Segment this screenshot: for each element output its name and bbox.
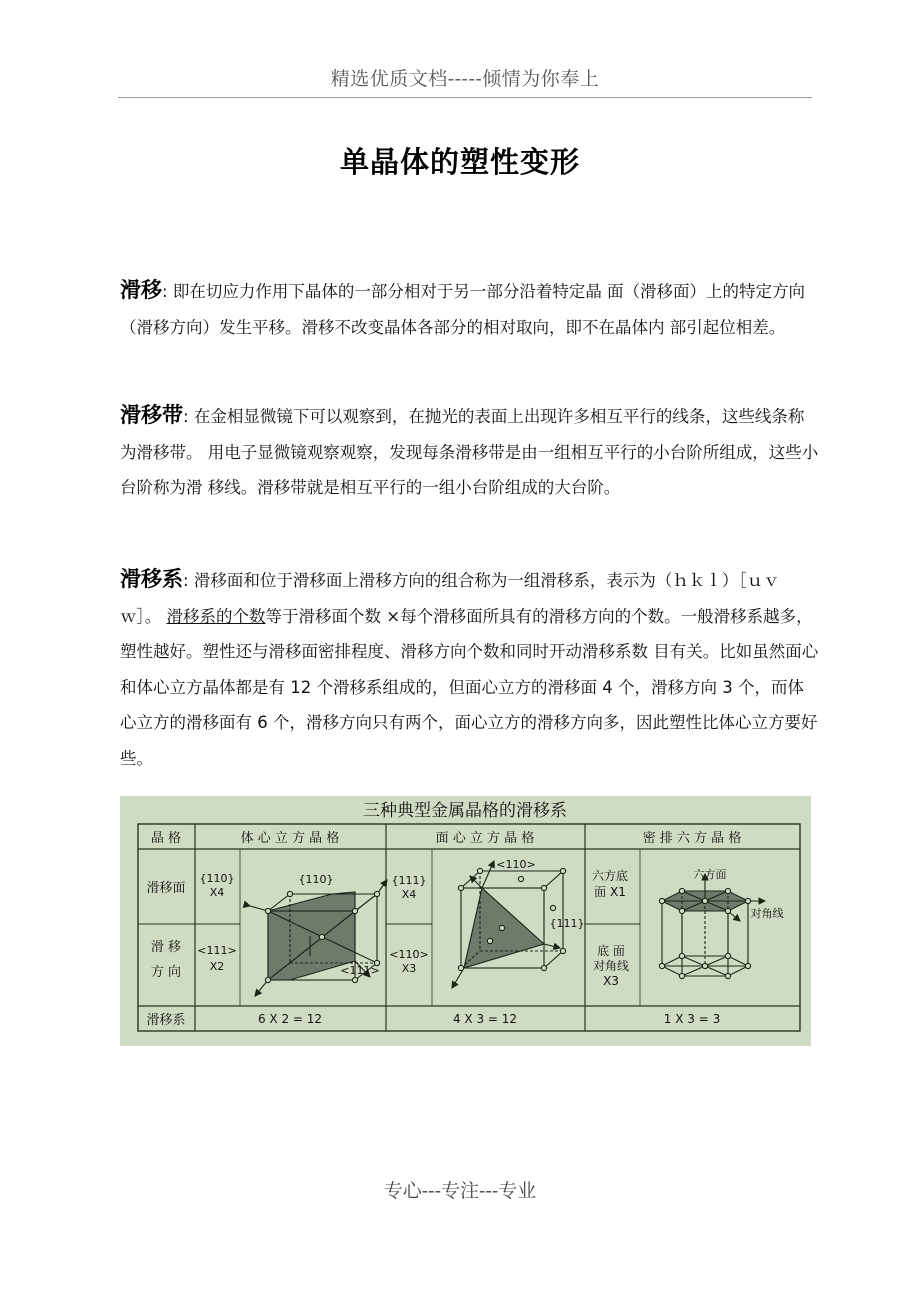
term-separator: : <box>183 407 189 426</box>
fcc-dir-count: X3 <box>401 962 417 975</box>
header-slip-direction: 滑 移 <box>150 940 182 955</box>
hcp-dir-annotation: 对角线 <box>750 907 784 920</box>
header-divider <box>118 97 812 98</box>
hcp-prism-diagram <box>659 874 765 979</box>
figure-title: 三种典型金属晶格的滑移系 <box>363 801 567 821</box>
hcp-plane-label: 六方底 <box>591 869 629 883</box>
bcc-dir-count: X2 <box>209 960 225 973</box>
bcc-slip-system-count: 6 X 2 = 12 <box>257 1012 323 1026</box>
column-hcp: 密 排 六 方 晶 格 <box>642 831 742 846</box>
hcp-slip-system-count: 1 X 3 = 3 <box>663 1012 721 1026</box>
column-bcc: 体 心 立 方 晶 格 <box>240 831 340 846</box>
bcc-plane-index: {110} <box>199 872 235 885</box>
term-separator: : <box>162 282 168 301</box>
hcp-dir-label: 底 面 <box>597 944 625 958</box>
paragraph-text: 在金相显微镜下可以观察到，在抛光的表面上出现许多相互平行的线条，这些线条称为滑移带。 用电子显微镜观察观察，发现每条滑移带是由一组相互平行的小台阶所组成，这些小台阶称为滑 移线。滑移带就是相互平行的一组小台阶组成的大台阶。 <box>120 407 819 497</box>
slip-system-figure <box>120 796 811 1046</box>
header-slip-direction: 方 向 <box>150 965 182 980</box>
term-slip-system: 滑移系 <box>120 567 183 591</box>
slip-system-diagram <box>120 796 811 1046</box>
fcc-plane-count: X4 <box>401 888 417 901</box>
hcp-plane-annotation: 六方面 <box>693 868 727 881</box>
header-slip-system: 滑移系 <box>146 1013 186 1028</box>
hcp-dir-label: 对角线 <box>592 959 630 973</box>
page-footer: 专心---专注---专业 <box>383 1180 537 1202</box>
table-grid <box>138 824 800 1031</box>
header-slip-plane: 滑移面 <box>146 881 186 896</box>
fcc-dir-index: <110> <box>389 948 429 961</box>
term-separator: : <box>183 571 189 590</box>
bcc-plane-count: X4 <box>209 886 225 899</box>
hcp-dir-label: X3 <box>603 974 619 988</box>
paragraph-text: 即在切应力作用下晶体的一部分相对于另一部分沿着特定晶 面（滑移面）上的特定方向（滑移方向）发生平移。滑移不改变晶体各部分的相对取向，即不在晶体内 部引起位相差。 <box>120 282 806 337</box>
bcc-dir-annotation: <111> <box>340 964 380 977</box>
paragraph-text: 等于滑移面个数 ×每个滑移面所具有的滑移方向的个数。一般滑移系越多，塑性越好。塑性还与滑移面密排程度、滑移方向个数和同时开动滑移系数 目有关。比如虽然面心和体心立方晶体都是有 12 个滑移系组成的，但面心立方的滑移面 4 个，滑移方向 3 个，而体心立方的滑移面有 6 个，滑移方向只有两个，面心立方的滑移方向多，因此塑性比体心立方要好些。 <box>120 606 819 768</box>
term-slip: 滑移 <box>120 278 162 302</box>
hcp-plane-label: 面 X1 <box>594 885 626 899</box>
bcc-dir-index: <111> <box>197 944 237 957</box>
fcc-plane-annotation: <110> <box>496 858 536 871</box>
column-fcc: 面 心 立 方 晶 格 <box>435 831 535 846</box>
page-header: 精选优质文档-----倾情为你奉上 <box>330 68 600 90</box>
header-lattice: 晶 格 <box>150 831 182 846</box>
fcc-slip-system-count: 4 X 3 = 12 <box>452 1012 518 1026</box>
bcc-plane-annotation: {110} <box>298 873 334 886</box>
bcc-cube-diagram <box>250 880 387 996</box>
underlined-phrase: 滑移系的个数 <box>166 606 266 626</box>
paragraph-text: 滑移面和位于滑移面上滑移方向的组合称为一组滑移系，表示为（ｈｋｌ）［ｕｖｗ］。 <box>120 571 780 626</box>
paragraph-slip-system <box>120 562 820 776</box>
paragraph-slip-band <box>120 398 820 506</box>
fcc-dir-annotation: {111} <box>549 917 585 930</box>
fcc-plane-index: {111} <box>391 874 427 887</box>
page-title: 单晶体的塑性变形 <box>339 145 580 179</box>
paragraph-slip <box>120 273 820 345</box>
term-slip-band: 滑移带 <box>120 403 183 427</box>
